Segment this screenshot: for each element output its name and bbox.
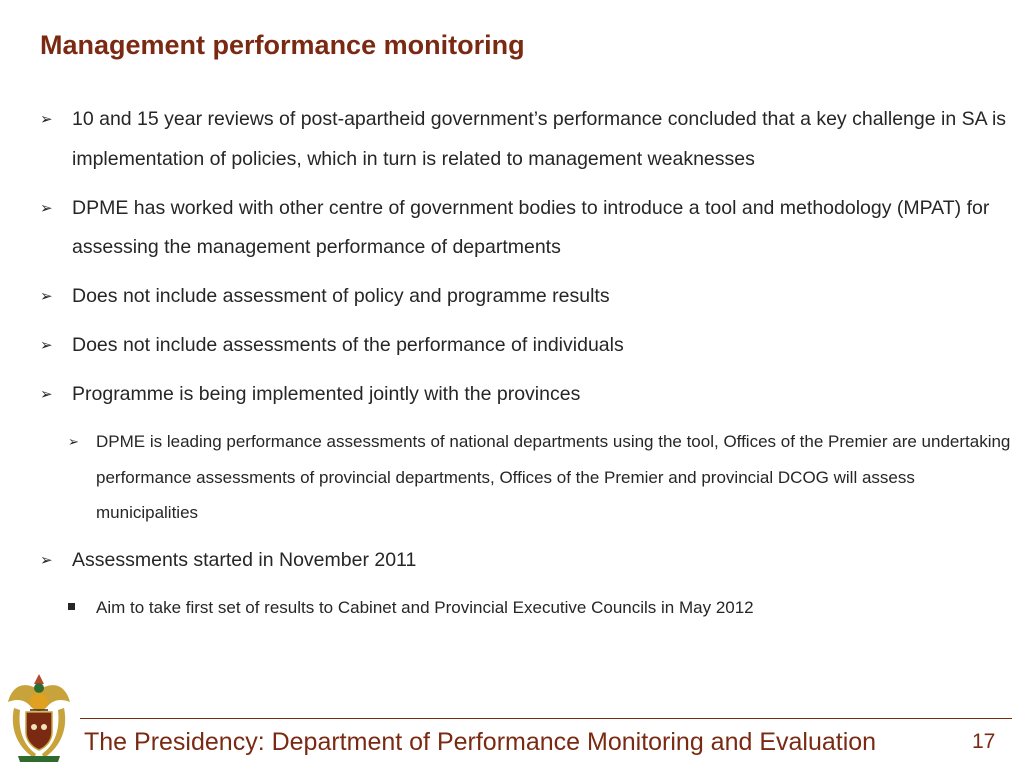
sub-bullet-item [68, 590, 1015, 626]
bullet-item [40, 277, 1015, 316]
bullet-text: Programme is being implemented jointly with the provinces [72, 383, 581, 405]
footer-text: The Presidency: Department of Performance Monitoring and Evaluation [84, 728, 877, 756]
footer-divider [80, 718, 1012, 719]
arrow-bullet-icon: ➢ [40, 111, 53, 128]
arrow-bullet-icon: ➢ [40, 337, 53, 354]
bullet-text: 10 and 15 year reviews of post-apartheid government’s performance concluded that a key challenge in SA is implementation of policies, which in turn is related to management weaknesses [72, 108, 1007, 170]
bullet-text: Does not include assessment of policy and programme results [72, 285, 610, 307]
bullet-item [40, 541, 1015, 580]
bullet-item [40, 375, 1015, 414]
page-number: 17 [972, 730, 996, 753]
bullet-item [40, 100, 1015, 179]
bullet-list [40, 100, 1015, 635]
sub-bullet-text: Aim to take first set of results to Cabinet and Provincial Executive Councils in May 2012 [96, 597, 754, 617]
square-bullet-icon [68, 603, 75, 610]
arrow-bullet-icon: ➢ [40, 288, 53, 305]
bullet-text: DPME has worked with other centre of government bodies to introduce a tool and methodology (MPAT) for assessing the management performance of departments [72, 197, 990, 258]
bullet-text: Does not include assessments of the performance of individuals [72, 334, 624, 356]
coat-of-arms-icon [4, 672, 74, 764]
sub-bullet-text: DPME is leading performance assessments of national departments using the tool, Offices of the Premier are undertaking performance assessments of provincial departments, Offices of the Premier and provincial DCOG will assess municipalities [96, 432, 1011, 522]
arrow-bullet-icon: ➢ [40, 551, 53, 569]
arrow-bullet-icon: ➢ [68, 434, 79, 449]
slide-title: Management performance monitoring [40, 30, 525, 60]
bullet-item [40, 189, 1015, 267]
arrow-bullet-icon: ➢ [40, 386, 53, 403]
arrow-bullet-icon: ➢ [40, 200, 53, 217]
bullet-text: Assessments started in November 2011 [72, 548, 417, 571]
bullet-item [40, 326, 1015, 365]
sub-bullet-item [68, 424, 1015, 531]
